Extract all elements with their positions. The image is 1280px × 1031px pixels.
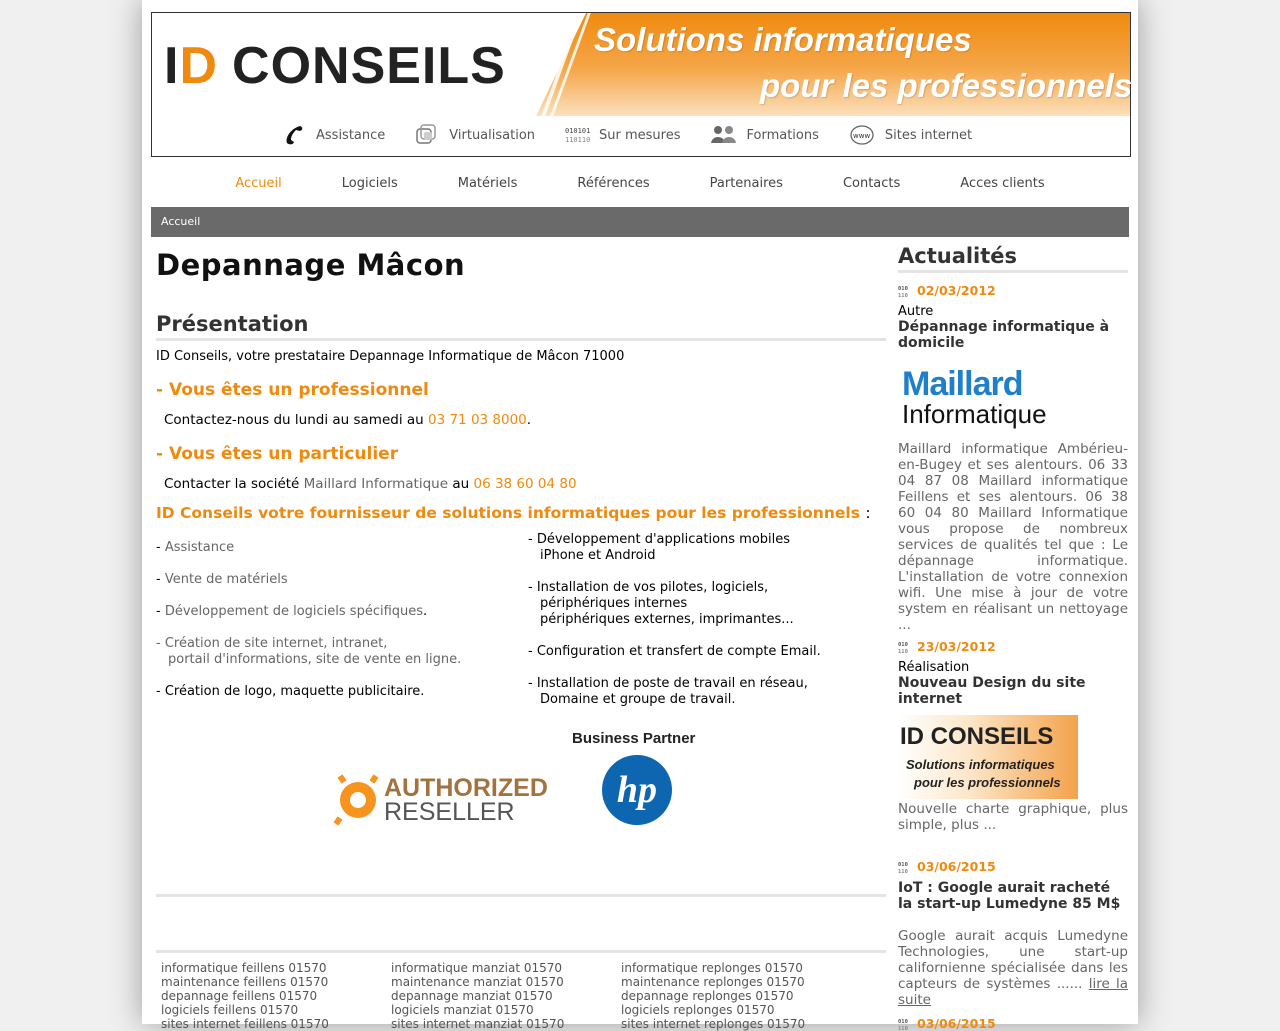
- pro-heading: - Vous êtes un professionnel: [156, 380, 886, 400]
- footer-link[interactable]: depannage feillens 01570: [161, 989, 391, 1003]
- news-text: Maillard informatique Ambérieu-en-Bugey et ses alentours. 06 33 04 87 08 Maillard informatique Feillens et ses alentours. 06 38 60 04 80 Maillard Informatique vous propose de nombreux services de qualités tel que : Le dépannage informatique. L'installation de votre connexion wifi. Une mise à jour de votre system en réalisant un nettoyage ...: [898, 441, 1128, 633]
- binary-code-icon: [898, 284, 912, 298]
- service-sites-internet[interactable]: [849, 124, 972, 146]
- news-item: [898, 859, 1128, 1008]
- read-more-link[interactable]: lire la suite: [898, 976, 1128, 1008]
- service-formations[interactable]: [711, 125, 819, 145]
- logo-text: CONSEILS: [232, 37, 506, 95]
- part-phone[interactable]: 06 38 60 04 80: [473, 476, 576, 492]
- pro-phone[interactable]: 03 71 03 8000: [428, 412, 527, 428]
- fournisseur-heading: [156, 504, 886, 522]
- news-text-body: Google aurait acquis Lumedyne Technologies, une start-up californienne spécialisée dans les capteurs de systèmes ......: [898, 928, 1128, 992]
- services-col-1: [156, 540, 516, 716]
- install-line-1: Installation de vos pilotes, logiciels,: [537, 580, 768, 595]
- service-sur-mesures[interactable]: [565, 125, 680, 145]
- footer-link[interactable]: maintenance manziat 01570: [391, 975, 621, 989]
- logo-letter-d: D: [179, 37, 218, 95]
- news-text: [898, 928, 1128, 1008]
- news-text: Nouvelle charte graphique, plus simple, plus ...: [898, 801, 1128, 833]
- svg-text:110: 110: [898, 649, 908, 655]
- fournisseur-text: ID Conseils votre fournisseur de solutions informatiques pour les professionnels: [156, 504, 860, 522]
- svg-text:110: 110: [898, 293, 908, 299]
- sidebar-title: Actualités: [898, 244, 1128, 273]
- intro-text: ID Conseils, votre prestataire Depannage Informatique de Mâcon 71000: [156, 349, 886, 364]
- news-date-text: 02/03/2012: [917, 283, 996, 298]
- pro-text: Contactez-nous du lundi au samedi au: [164, 412, 424, 428]
- main-nav: [151, 168, 1129, 200]
- footer-link[interactable]: logiciels feillens 01570: [161, 1003, 391, 1017]
- hp-logo: [602, 755, 672, 825]
- part-au: au: [452, 476, 469, 492]
- www-globe-icon: [849, 124, 875, 146]
- list-item: - Installation de vos pilotes, logiciels, périphériques internes périphériques externes, imprimantes...: [528, 580, 888, 628]
- svg-text:110: 110: [898, 869, 908, 875]
- thumb-logo: ID CONSEILS: [900, 723, 1053, 751]
- news-title[interactable]: Dépannage informatique à domicile: [898, 319, 1128, 351]
- section-heading: Présentation: [156, 312, 886, 341]
- news-item: [898, 639, 1128, 833]
- nav-logiciels[interactable]: Logiciels: [342, 168, 398, 200]
- footer-link[interactable]: sites internet feillens 01570: [161, 1017, 391, 1031]
- news-date: [898, 1016, 1128, 1031]
- site-header: [151, 12, 1131, 157]
- footer-col-3: [621, 961, 851, 1031]
- list-item: - Développement de logiciels spécifiques.: [156, 604, 516, 620]
- breadcrumb: [151, 207, 1129, 237]
- link-developpement[interactable]: Développement de logiciels spécifiques: [165, 604, 423, 619]
- news-category: Autre: [898, 304, 1128, 319]
- footer-link[interactable]: sites internet manziat 01570: [391, 1017, 621, 1031]
- services-col-2: [528, 532, 888, 724]
- nav-contacts[interactable]: Contacts: [843, 168, 900, 200]
- install-line-2: périphériques internes: [528, 596, 888, 612]
- news-sidebar: [898, 244, 1128, 1031]
- email-config: Configuration et transfert de compte Email.: [537, 644, 821, 659]
- part-company-link[interactable]: Maillard Informatique: [304, 476, 448, 492]
- list-item: - Création de logo, maquette publicitaire.: [156, 684, 516, 700]
- logo-letter-i: I: [164, 37, 179, 95]
- footer-link[interactable]: maintenance replonges 01570: [621, 975, 851, 989]
- binary-code-icon: [898, 860, 912, 874]
- footer-link[interactable]: sites internet replonges 01570: [621, 1017, 851, 1031]
- avast-line-1: AUTHORIZED: [384, 774, 548, 803]
- svg-text:www: www: [853, 132, 870, 140]
- site-logo[interactable]: [164, 39, 506, 93]
- service-label: Virtualisation: [449, 128, 535, 143]
- svg-text:110110: 110110: [565, 136, 590, 144]
- footer-link[interactable]: informatique replonges 01570: [621, 961, 851, 975]
- binary-code-icon: [898, 640, 912, 654]
- thumb-line-1: Solutions informatiques: [906, 757, 1055, 772]
- people-icon: [711, 125, 737, 145]
- list-item: - Développement d'applications mobiles iPhone et Android: [528, 532, 888, 564]
- service-label: Formations: [747, 128, 819, 143]
- news-item: [898, 283, 1128, 633]
- slogan-line-2: pour les professionnels: [760, 67, 1132, 105]
- news-thumbnail: [898, 715, 1078, 799]
- svg-text:010101: 010101: [565, 127, 590, 135]
- list-item: - Configuration et transfert de compte Email.: [528, 644, 888, 660]
- news-date: [898, 859, 1128, 874]
- link-assistance[interactable]: Assistance: [165, 540, 234, 555]
- pro-period: .: [527, 412, 531, 428]
- svg-text:110: 110: [898, 1026, 908, 1031]
- footer-col-1: [161, 961, 391, 1031]
- part-contact: [156, 476, 886, 492]
- news-date-text: 23/03/2012: [917, 639, 996, 654]
- footer-link[interactable]: depannage replonges 01570: [621, 989, 851, 1003]
- maillard-logo-line-1: Maillard: [902, 369, 1128, 399]
- news-title[interactable]: Nouveau Design du site internet: [898, 675, 1128, 707]
- service-label: Sur mesures: [599, 128, 680, 143]
- footer-divider: [156, 950, 886, 953]
- nav-accueil[interactable]: Accueil: [235, 168, 281, 200]
- footer-link[interactable]: maintenance feillens 01570: [161, 975, 391, 989]
- news-title[interactable]: IoT : Google aurait racheté la start-up Lumedyne 85 M$: [898, 880, 1128, 912]
- footer-link[interactable]: informatique manziat 01570: [391, 961, 621, 975]
- link-vente[interactable]: Vente de matériels: [165, 572, 288, 587]
- pro-contact: [156, 412, 886, 428]
- binary-code-icon: [898, 1017, 912, 1031]
- part-heading: - Vous êtes un particulier: [156, 444, 886, 464]
- footer-link[interactable]: informatique feillens 01570: [161, 961, 391, 975]
- avast-line-2: RESELLER: [384, 798, 515, 827]
- service-label: Sites internet: [885, 128, 972, 143]
- thumb-line-2: pour les professionnels: [914, 775, 1061, 790]
- content-divider: [156, 894, 886, 897]
- svg-text:010: 010: [898, 862, 908, 868]
- maillard-logo: [902, 369, 1128, 429]
- services-bar: [282, 121, 1002, 149]
- service-virtualisation[interactable]: [415, 123, 535, 147]
- site-line-1: Création de site internet, intranet,: [165, 636, 388, 651]
- nav-partenaires[interactable]: Partenaires: [710, 168, 783, 200]
- hp-caption: Business Partner: [572, 730, 695, 747]
- poste-line-1: Installation de poste de travail en réseau,: [537, 676, 808, 691]
- slogan-line-1: Solutions informatiques: [594, 21, 972, 59]
- nav-materiels[interactable]: Matériels: [458, 168, 518, 200]
- part-text: Contacter la société: [164, 476, 299, 492]
- nav-references[interactable]: Références: [577, 168, 649, 200]
- mobile-line-1: Développement d'applications mobiles: [537, 532, 790, 547]
- news-date-text: 03/06/2015: [917, 859, 996, 874]
- main-content: [156, 244, 886, 862]
- service-label: Assistance: [316, 128, 385, 143]
- binary-code-icon: [565, 125, 589, 145]
- news-item: [898, 1016, 1128, 1031]
- svg-text:010: 010: [898, 642, 908, 648]
- footer-link[interactable]: depannage manziat 01570: [391, 989, 621, 1003]
- service-assistance[interactable]: [282, 123, 385, 147]
- install-line-3: périphériques externes, imprimantes...: [528, 612, 888, 628]
- footer-link[interactable]: logiciels replonges 01570: [621, 1003, 851, 1017]
- mobile-line-2: iPhone et Android: [528, 548, 888, 564]
- footer-col-2: [391, 961, 621, 1031]
- news-date: [898, 639, 1128, 654]
- list-item: - Vente de matériels: [156, 572, 516, 588]
- hp-logo-text: hp: [617, 768, 657, 812]
- virtualization-icon: [415, 123, 439, 147]
- list-item: - Installation de poste de travail en réseau, Domaine et groupe de travail.: [528, 676, 888, 708]
- services-list: [156, 532, 886, 722]
- poste-line-2: Domaine et groupe de travail.: [528, 692, 888, 708]
- list-item: - Assistance: [156, 540, 516, 556]
- news-date-text: 03/06/2015: [917, 1016, 996, 1031]
- list-item[interactable]: - Création de site internet, intranet, portail d'informations, site de vente en ligne.: [156, 636, 516, 668]
- svg-text:010: 010: [898, 286, 908, 292]
- site-line-2: portail d'informations, site de vente en ligne: [168, 652, 457, 667]
- footer-link[interactable]: logiciels manziat 01570: [391, 1003, 621, 1017]
- svg-text:010: 010: [898, 1019, 908, 1025]
- logo-creation: Création de logo, maquette publicitaire.: [165, 684, 425, 699]
- fournisseur-colon: :: [865, 504, 870, 522]
- news-date: [898, 283, 1128, 298]
- breadcrumb-item[interactable]: Accueil: [161, 215, 200, 228]
- page: [142, 0, 1138, 1024]
- maillard-logo-line-2: Informatique: [902, 399, 1128, 429]
- nav-acces-clients[interactable]: Acces clients: [960, 168, 1044, 200]
- page-title: Depannage Mâcon: [156, 248, 886, 282]
- phone-icon: [282, 123, 306, 147]
- partner-logos: [156, 722, 886, 862]
- news-category: Réalisation: [898, 660, 1128, 675]
